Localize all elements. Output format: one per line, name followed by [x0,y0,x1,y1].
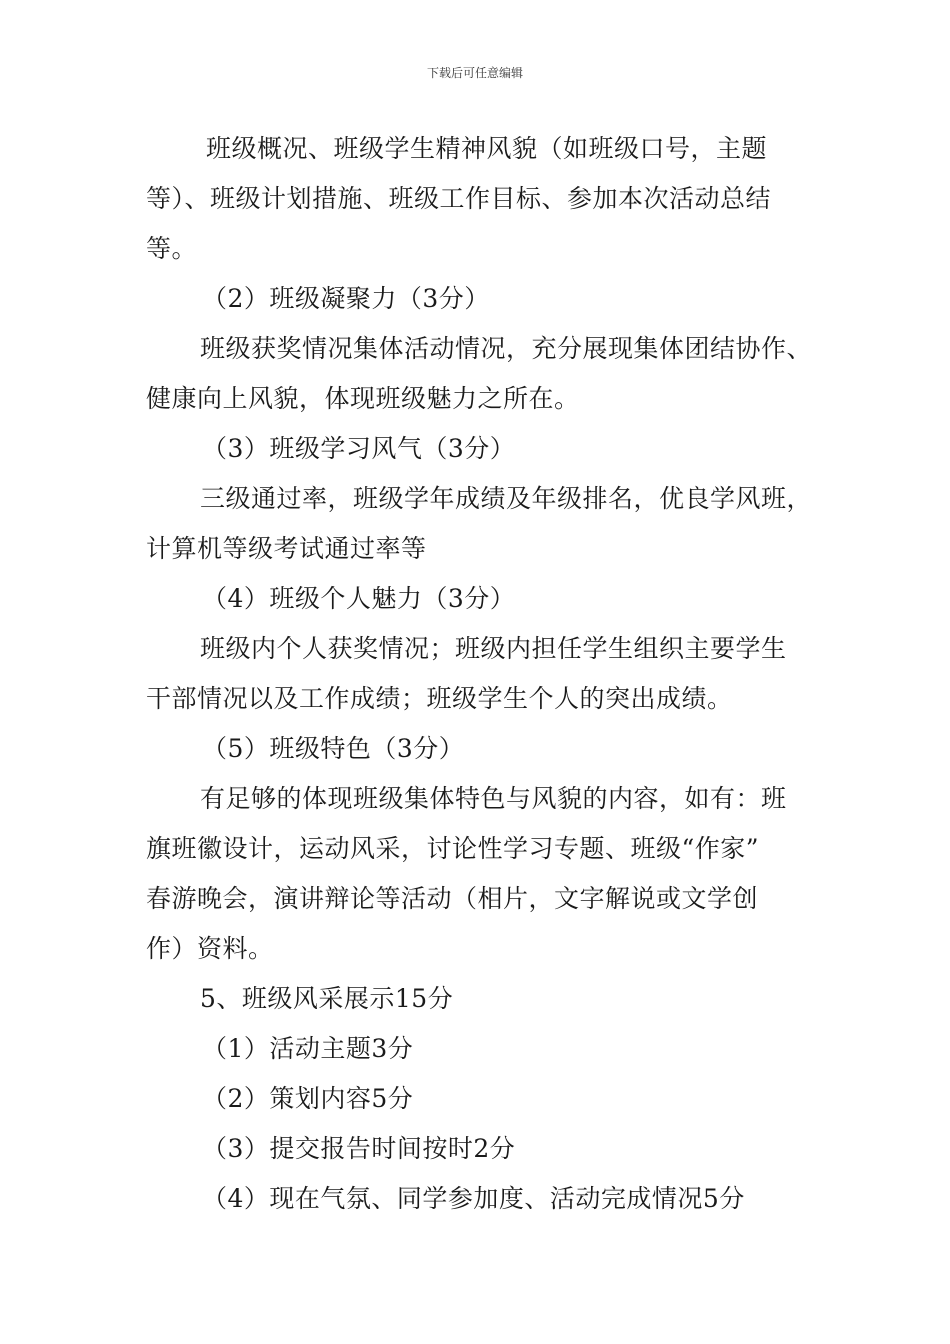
paragraph-line: 干部情况以及工作成绩；班级学生个人的突出成绩。 [146,684,733,713]
section-heading: （2）班级凝聚力（3分） [202,284,490,313]
document-body [146,124,826,1224]
paragraph-line: 等。 [146,234,198,263]
paragraph-line: 旗班徽设计，运动风采，讨论性学习专题、班级“作家” [146,834,760,863]
paragraph-line: 有足够的体现班级集体特色与风貌的内容，如有：班 [200,784,787,813]
paragraph-line: 班级内个人获奖情况；班级内担任学生组织主要学生 [200,634,787,663]
list-item: （3）提交报告时间按时2分 [202,1134,516,1163]
paragraph-line: 班级概况、班级学生精神风貌（如班级口号，主题 [206,134,768,163]
list-item: （4）现在气氛、同学参加度、活动完成情况5分 [202,1184,745,1213]
paragraph-line: 健康向上风貌，体现班级魅力之所在。 [146,384,580,413]
paragraph-line: 计算机等级考试通过率等 [146,534,427,563]
paragraph-line: 等）、班级计划措施、班级工作目标、参加本次活动总结 [146,184,772,213]
paragraph-line: 春游晚会，演讲辩论等活动（相片，文字解说或文学创 [146,884,759,913]
section-heading: （3）班级学习风气（3分） [202,434,516,463]
paragraph-line: 作）资料。 [146,934,274,963]
section-heading: （5）班级特色（3分） [202,734,465,763]
page-header: 下载后可任意编辑 [426,66,523,80]
paragraph-line: 三级通过率，班级学年成绩及年级排名，优良学风班， [200,484,813,513]
section-heading: 5、班级风采展示15分 [200,984,454,1013]
section-heading: （4）班级个人魅力（3分） [202,584,516,613]
list-item: （2）策划内容5分 [202,1084,414,1113]
paragraph-line: 班级获奖情况集体活动情况，充分展现集体团结协作、 [200,334,813,363]
list-item: （1）活动主题3分 [202,1034,414,1063]
